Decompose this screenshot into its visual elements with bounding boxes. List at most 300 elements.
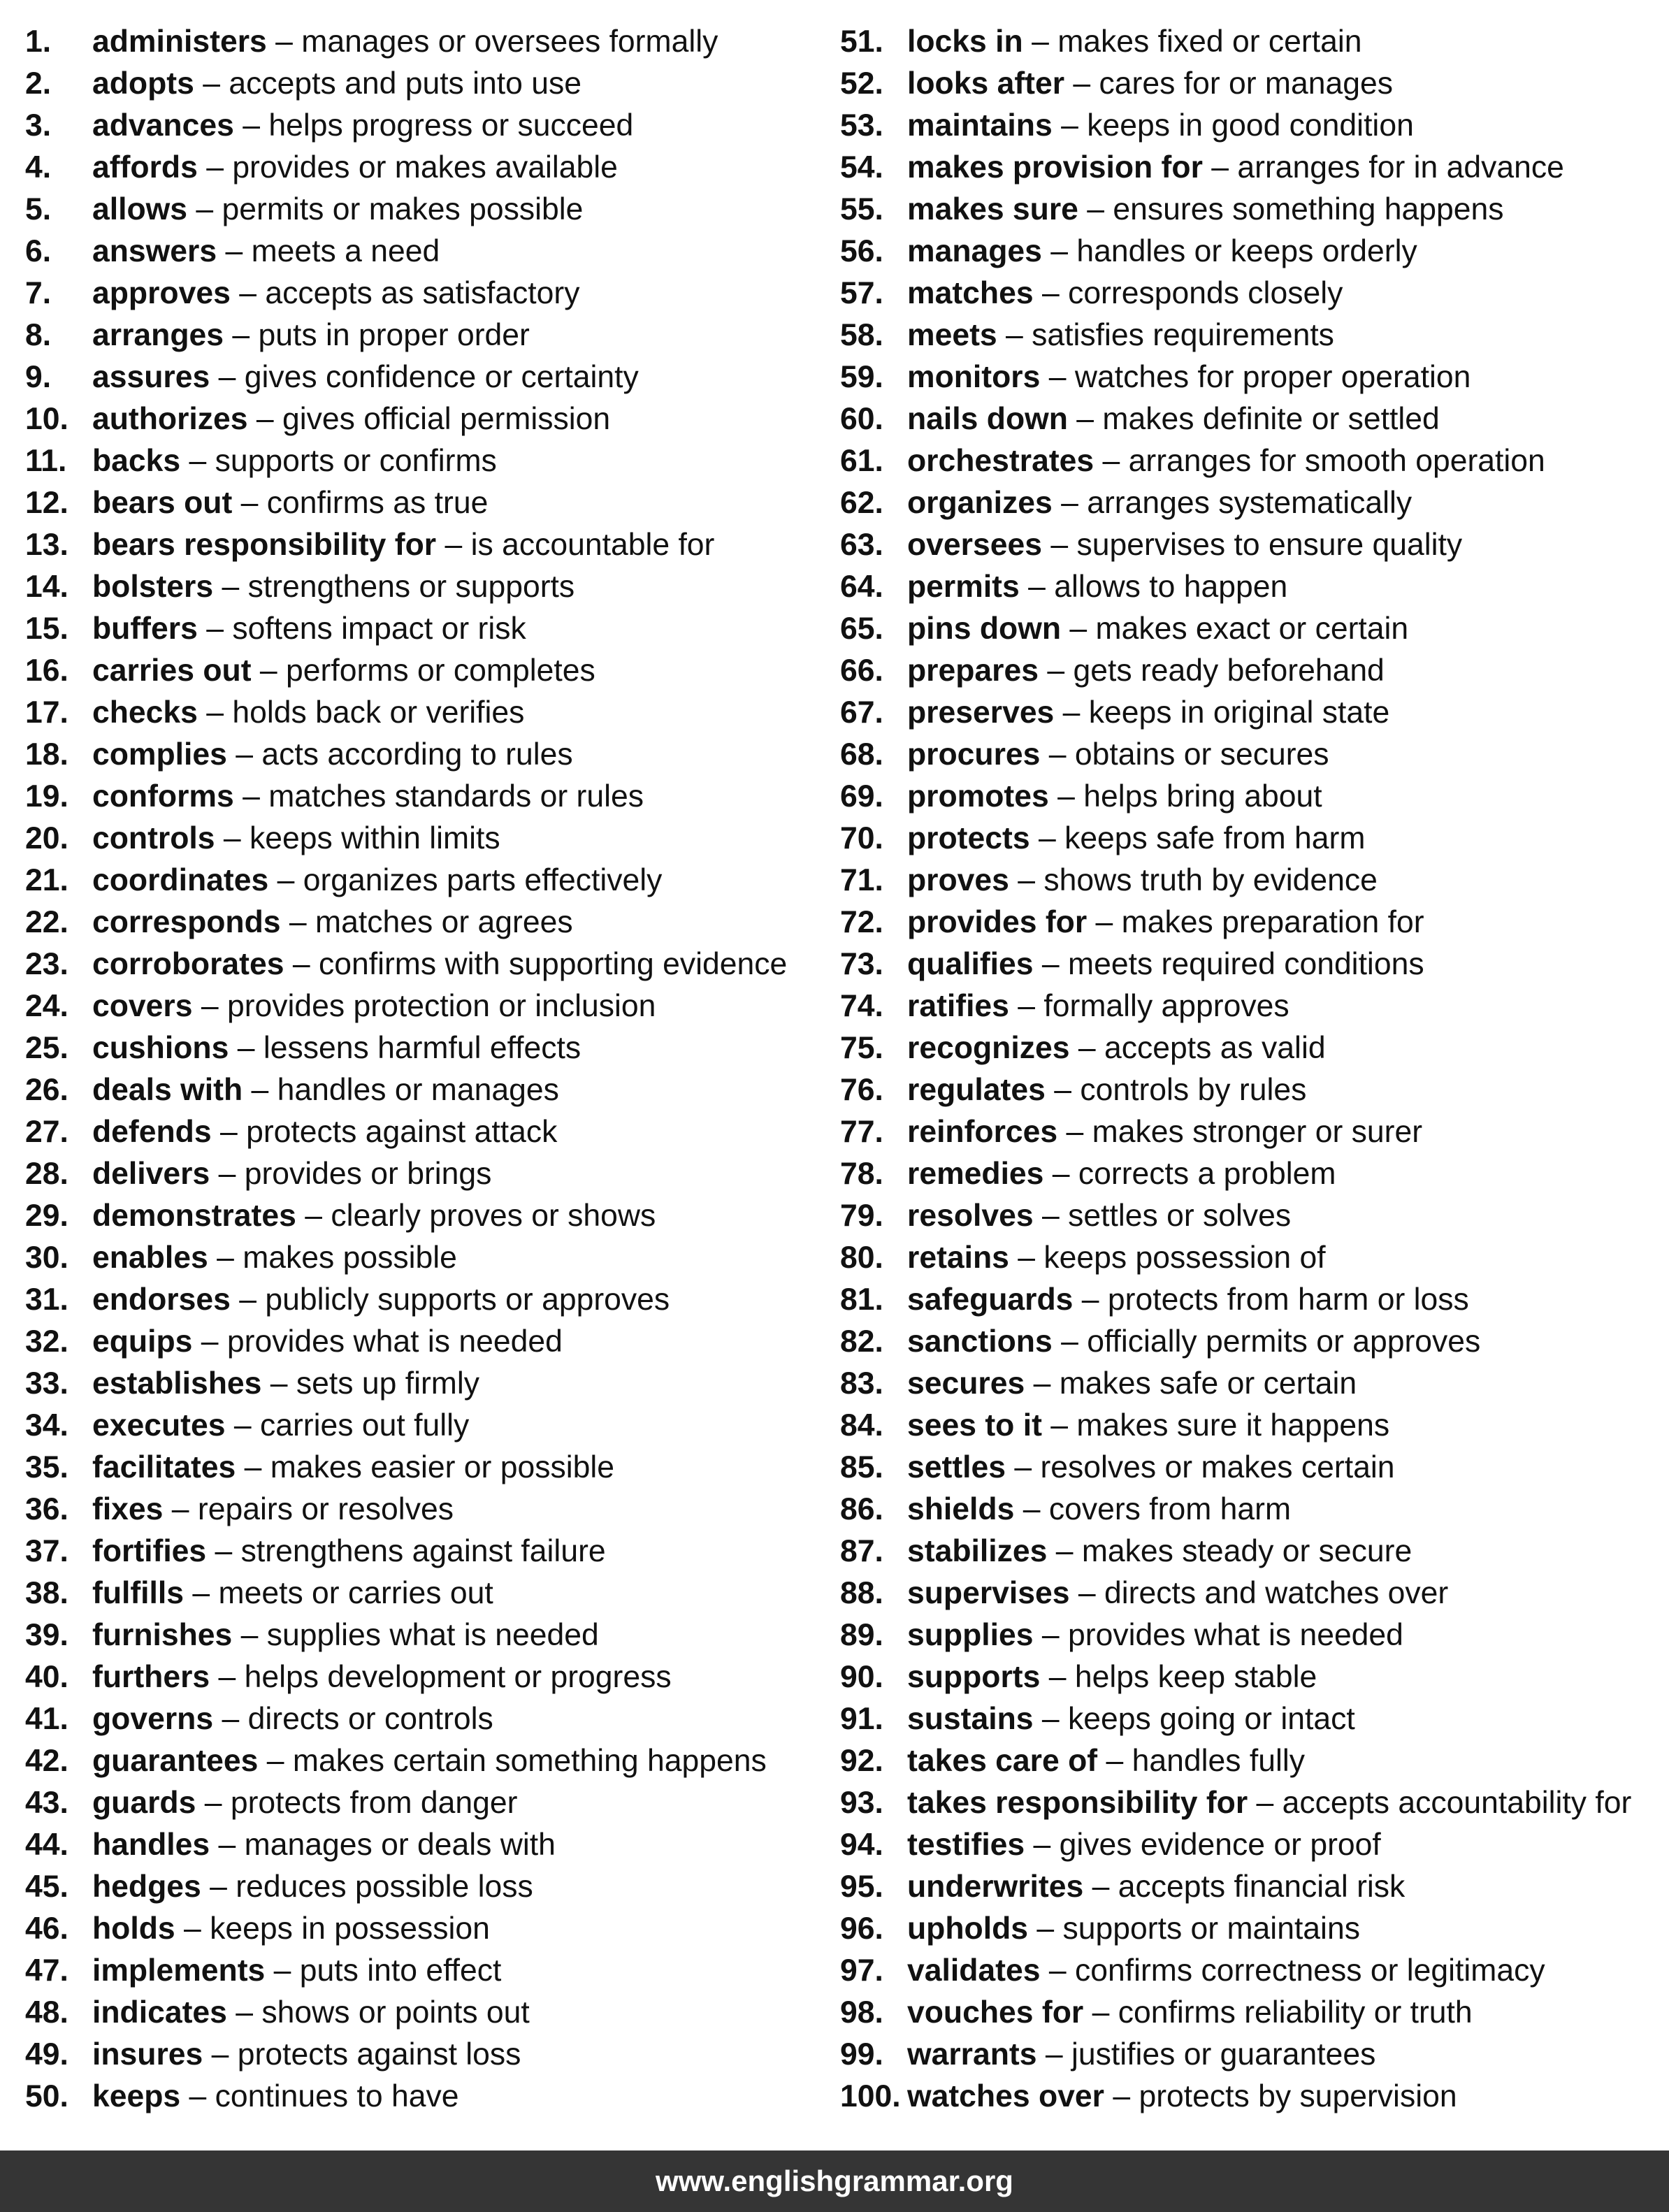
item-definition: makes sure it happens [1076,1408,1390,1443]
list-item [840,1363,1658,1405]
item-number: 48. [25,1995,68,2030]
item-content [907,1111,1422,1153]
item-number: 88. [840,1576,883,1610]
list-item [25,1237,829,1279]
item-separator: – [1073,1282,1108,1317]
list-item [840,1489,1658,1531]
list-item [25,1866,829,1908]
item-number: 69. [840,779,883,814]
item-number: 99. [840,2037,883,2072]
item-term: advances [92,108,234,143]
item-separator: – [1069,1576,1105,1610]
footer-url[interactable]: www.englishgrammar.org [656,2164,1013,2197]
item-content [907,1866,1405,1908]
item-definition: repairs or resolves [197,1492,454,1526]
item-definition: helps keep stable [1074,1660,1317,1694]
item-content [92,734,573,776]
item-term: complies [92,737,227,772]
item-content [92,608,526,650]
item-content [92,566,575,608]
item-number: 55. [840,192,883,226]
item-content [92,1740,767,1782]
item-term: assures [92,360,210,394]
item-number: 41. [25,1702,68,1736]
item-number: 47. [25,1953,68,1988]
list-item [840,1992,1658,2034]
list-item [840,1950,1658,1992]
list-item [25,147,829,189]
list-item [840,1614,1658,1656]
item-number: 43. [25,1786,68,1820]
item-separator: – [1202,150,1238,185]
item-number: 87. [840,1534,883,1568]
item-content [92,1111,557,1153]
list-item [840,1698,1658,1740]
item-number: 92. [840,1744,883,1778]
item-separator: – [284,947,319,981]
item-definition: corresponds closely [1068,276,1343,310]
item-number: 36. [25,1492,68,1526]
item-number: 21. [25,863,68,897]
item-separator: – [192,1324,227,1359]
item-term: procures [907,737,1041,772]
item-definition: makes certain something happens [292,1744,767,1778]
item-separator: – [258,1744,293,1778]
item-separator: – [215,821,250,855]
item-number: 10. [25,402,68,436]
item-term: upholds [907,1911,1029,1946]
item-term: answers [92,234,217,268]
item-separator: – [208,1241,243,1275]
item-separator: – [1033,276,1069,310]
item-separator: – [266,24,302,59]
item-definition: strengthens against failure [240,1534,606,1568]
item-separator: – [1006,1450,1041,1484]
item-term: checks [92,695,198,730]
item-term: protects [907,821,1030,855]
item-content [92,1698,493,1740]
item-number: 85. [840,1450,883,1484]
item-definition: sets up firmly [296,1366,480,1401]
item-term: qualifies [907,947,1034,981]
list-item [840,734,1658,776]
item-definition: makes steady or secure [1081,1534,1412,1568]
item-content [907,650,1385,692]
item-content [907,1573,1448,1614]
item-definition: makes easier or possible [270,1450,614,1484]
item-term: guarantees [92,1744,259,1778]
item-term: prepares [907,653,1039,688]
item-number: 62. [840,486,883,520]
list-item [25,1698,829,1740]
list-item [25,985,829,1027]
item-separator: – [1041,234,1077,268]
item-separator: – [229,1031,263,1065]
list-item [25,356,829,398]
item-content [92,1614,599,1656]
item-definition: protects from danger [230,1786,518,1820]
item-separator: – [1248,1786,1283,1820]
item-term: looks after [907,66,1065,101]
item-number: 90. [840,1660,883,1694]
item-term: makes sure [907,192,1078,226]
item-number: 83. [840,1366,883,1401]
item-number: 52. [840,66,883,101]
item-number: 82. [840,1324,883,1359]
item-term: governs [92,1702,214,1736]
list-item [25,231,829,273]
list-item [840,63,1658,105]
item-definition: permits or makes possible [222,192,584,226]
list-item [840,1153,1658,1195]
item-separator: – [1057,1115,1092,1149]
item-term: pins down [907,612,1062,646]
item-term: reinforces [907,1115,1058,1149]
item-number: 81. [840,1282,883,1317]
item-number: 13. [25,528,68,562]
item-term: validates [907,1953,1041,1988]
item-content [92,524,714,566]
item-content [92,1363,479,1405]
item-separator: – [203,2037,238,2072]
item-content [92,231,440,273]
item-definition: protects against loss [237,2037,521,2072]
item-definition: directs or controls [247,1702,493,1736]
item-number: 1. [25,24,52,59]
item-definition: clearly proves or shows [331,1199,656,1233]
item-number: 98. [840,1995,883,2030]
item-separator: – [1083,1870,1118,1904]
list-item [840,1531,1658,1573]
item-separator: – [1041,1408,1077,1443]
item-term: deals with [92,1073,243,1107]
item-term: retains [907,1241,1009,1275]
item-definition: ensures something happens [1113,192,1504,226]
item-definition: strengthens or supports [247,570,575,604]
list-item [840,524,1658,566]
item-content [92,1950,501,1992]
item-content [907,1153,1336,1195]
item-separator: – [1067,402,1103,436]
item-definition: lessens harmful effects [263,1031,581,1065]
item-separator: – [997,318,1032,352]
item-number: 23. [25,947,68,981]
list-item [25,1614,829,1656]
item-definition: arranges systematically [1087,486,1412,520]
list-item [25,1069,829,1111]
item-number: 34. [25,1408,68,1443]
item-definition: puts into effect [299,1953,502,1988]
item-content [92,1531,606,1573]
list-item [25,902,829,944]
item-content [92,944,787,985]
item-definition: officially permits or approves [1087,1324,1481,1359]
item-number: 8. [25,318,52,352]
item-term: safeguards [907,1282,1074,1317]
list-item [25,1531,829,1573]
item-number: 68. [840,737,883,772]
item-definition: keeps in original state [1088,695,1390,730]
item-number: 42. [25,1744,68,1778]
item-separator: – [197,150,233,185]
item-definition: supports or maintains [1062,1911,1360,1946]
item-separator: – [210,1157,245,1191]
list-item [840,231,1658,273]
item-number: 50. [25,2079,68,2113]
list-item [25,1908,829,1950]
item-separator: – [1028,1911,1063,1946]
item-separator: – [233,779,269,814]
item-content [92,1992,530,2034]
item-definition: resolves or makes certain [1040,1450,1395,1484]
item-content [92,902,573,944]
list-item [840,1782,1658,1824]
item-definition: controls by rules [1080,1073,1307,1107]
item-content [92,1824,556,1866]
item-separator: – [296,1199,331,1233]
list-item [840,692,1658,734]
item-content [907,860,1378,902]
item-term: controls [92,821,215,855]
item-content [907,1614,1403,1656]
item-separator: – [201,1870,236,1904]
item-content [907,1447,1394,1489]
item-term: takes care of [907,1744,1098,1778]
item-number: 97. [840,1953,883,1988]
item-term: maintains [907,108,1053,143]
item-term: preserves [907,695,1055,730]
item-number: 74. [840,989,883,1023]
item-content [92,1321,563,1363]
item-separator: – [197,612,233,646]
item-separator: – [226,1995,262,2030]
item-number: 79. [840,1199,883,1233]
item-term: indicates [92,1995,227,2030]
item-definition: allows to happen [1054,570,1288,604]
item-number: 3. [25,108,52,143]
item-content [92,482,488,524]
item-number: 17. [25,695,68,730]
item-content [907,776,1322,818]
list-item [840,1740,1658,1782]
item-definition: softens impact or risk [232,612,526,646]
item-definition: accepts and puts into use [229,66,582,101]
item-term: facilitates [92,1450,236,1484]
item-number: 73. [840,947,883,981]
item-term: delivers [92,1157,210,1191]
item-definition: keeps possession of [1043,1241,1326,1275]
item-term: equips [92,1324,193,1359]
item-content [92,21,718,63]
item-term: remedies [907,1157,1044,1191]
list-item [25,1111,829,1153]
item-term: endorses [92,1282,231,1317]
item-term: resolves [907,1199,1034,1233]
item-term: proves [907,863,1009,897]
item-definition: helps bring about [1083,779,1322,814]
item-definition: makes preparation for [1121,905,1424,939]
item-term: adopts [92,66,194,101]
item-separator: – [224,318,259,352]
item-definition: shows or points out [261,1995,530,2030]
item-number: 38. [25,1576,68,1610]
item-definition: cares for or manages [1099,66,1393,101]
item-number: 27. [25,1115,68,1149]
item-term: sustains [907,1702,1034,1736]
list-item [840,650,1658,692]
item-definition: keeps safe from harm [1064,821,1366,855]
item-content [92,1782,517,1824]
list-item [25,1782,829,1824]
item-definition: formally approves [1043,989,1289,1023]
item-separator: – [230,276,266,310]
item-content [92,315,530,356]
item-separator: – [194,66,229,101]
list-item [25,734,829,776]
item-number: 71. [840,863,883,897]
item-number: 30. [25,1241,68,1275]
item-separator: – [163,1492,198,1526]
item-definition: reduces possible loss [236,1870,533,1904]
item-term: settles [907,1450,1006,1484]
item-definition: provides what is needed [226,1324,563,1359]
item-definition: helps development or progress [244,1660,672,1694]
item-content [92,818,500,860]
item-number: 77. [840,1115,883,1149]
list-item [25,1992,829,2034]
list-item [840,482,1658,524]
list-item [25,524,829,566]
item-number: 75. [840,1031,883,1065]
item-term: backs [92,444,181,478]
item-term: implements [92,1953,266,1988]
item-number: 18. [25,737,68,772]
item-content [907,231,1417,273]
list-item [840,21,1658,63]
item-definition: gives confidence or certainty [244,360,639,394]
item-content [907,1489,1291,1531]
item-content [92,1237,457,1279]
item-number: 84. [840,1408,883,1443]
item-content [92,356,639,398]
item-definition: gets ready beforehand [1073,653,1385,688]
item-term: cushions [92,1031,229,1065]
list-item [25,2034,829,2076]
item-term: buffers [92,612,198,646]
item-definition: meets required conditions [1068,947,1424,981]
item-number: 25. [25,1031,68,1065]
item-separator: – [1029,821,1065,855]
item-term: allows [92,192,188,226]
item-content [92,1027,581,1069]
item-number: 45. [25,1870,68,1904]
item-number: 67. [840,695,883,730]
item-term: monitors [907,360,1041,394]
list-item [25,1195,829,1237]
list-item [840,1656,1658,1698]
item-definition: provides protection or inclusion [226,989,656,1023]
item-separator: – [196,1786,231,1820]
item-definition: shows truth by evidence [1043,863,1378,897]
item-definition: protects against attack [246,1115,558,1149]
list-item [25,105,829,147]
list-item [840,1069,1658,1111]
item-definition: manages or oversees formally [301,24,718,59]
item-content [907,692,1389,734]
item-separator: – [225,1408,260,1443]
item-term: corresponds [92,905,281,939]
item-definition: gives evidence or proof [1059,1828,1381,1862]
list-item [25,21,829,63]
item-definition: confirms as true [266,486,489,520]
item-term: takes responsibility for [907,1786,1248,1820]
item-content [92,985,656,1027]
item-term: approves [92,276,231,310]
item-definition: confirms with supporting evidence [318,947,788,981]
item-number: 65. [840,612,883,646]
item-separator: – [210,1660,245,1694]
item-content [907,273,1343,315]
list-item [25,1824,829,1866]
item-number: 64. [840,570,883,604]
item-definition: handles or manages [277,1073,559,1107]
item-definition: meets a need [251,234,440,268]
item-term: matches [907,276,1034,310]
item-separator: – [1097,1744,1132,1778]
list-item [840,1321,1658,1363]
item-content [907,1195,1291,1237]
item-separator: – [436,528,471,562]
item-number: 7. [25,276,52,310]
list-item [840,818,1658,860]
item-number: 12. [25,486,68,520]
list-item [840,902,1658,944]
item-separator: – [1047,1534,1082,1568]
item-content [907,818,1365,860]
item-separator: – [192,989,227,1023]
item-content [907,1908,1360,1950]
list-item [840,985,1658,1027]
item-separator: – [187,192,222,226]
item-definition: handles or keeps orderly [1076,234,1417,268]
item-definition: protects by supervision [1139,2079,1457,2113]
item-separator: – [1078,192,1113,226]
item-separator: – [213,570,248,604]
item-content [907,21,1361,63]
item-content [907,608,1408,650]
item-separator: – [1009,863,1044,897]
item-content [92,105,633,147]
item-number: 5. [25,192,52,226]
item-separator: – [243,1073,277,1107]
item-number: 29. [25,1199,68,1233]
list-item [840,273,1658,315]
item-number: 63. [840,528,883,562]
item-content [907,398,1440,440]
item-content [907,734,1329,776]
item-definition: meets or carries out [218,1576,493,1610]
item-definition: keeps in good condition [1087,108,1414,143]
item-separator: – [1025,1366,1060,1401]
item-content [92,1279,670,1321]
list-item [25,273,829,315]
item-content [907,315,1334,356]
item-term: recognizes [907,1031,1070,1065]
item-term: fortifies [92,1534,207,1568]
item-separator: – [210,1828,245,1862]
item-separator: – [1064,66,1099,101]
item-separator: – [1023,24,1058,59]
